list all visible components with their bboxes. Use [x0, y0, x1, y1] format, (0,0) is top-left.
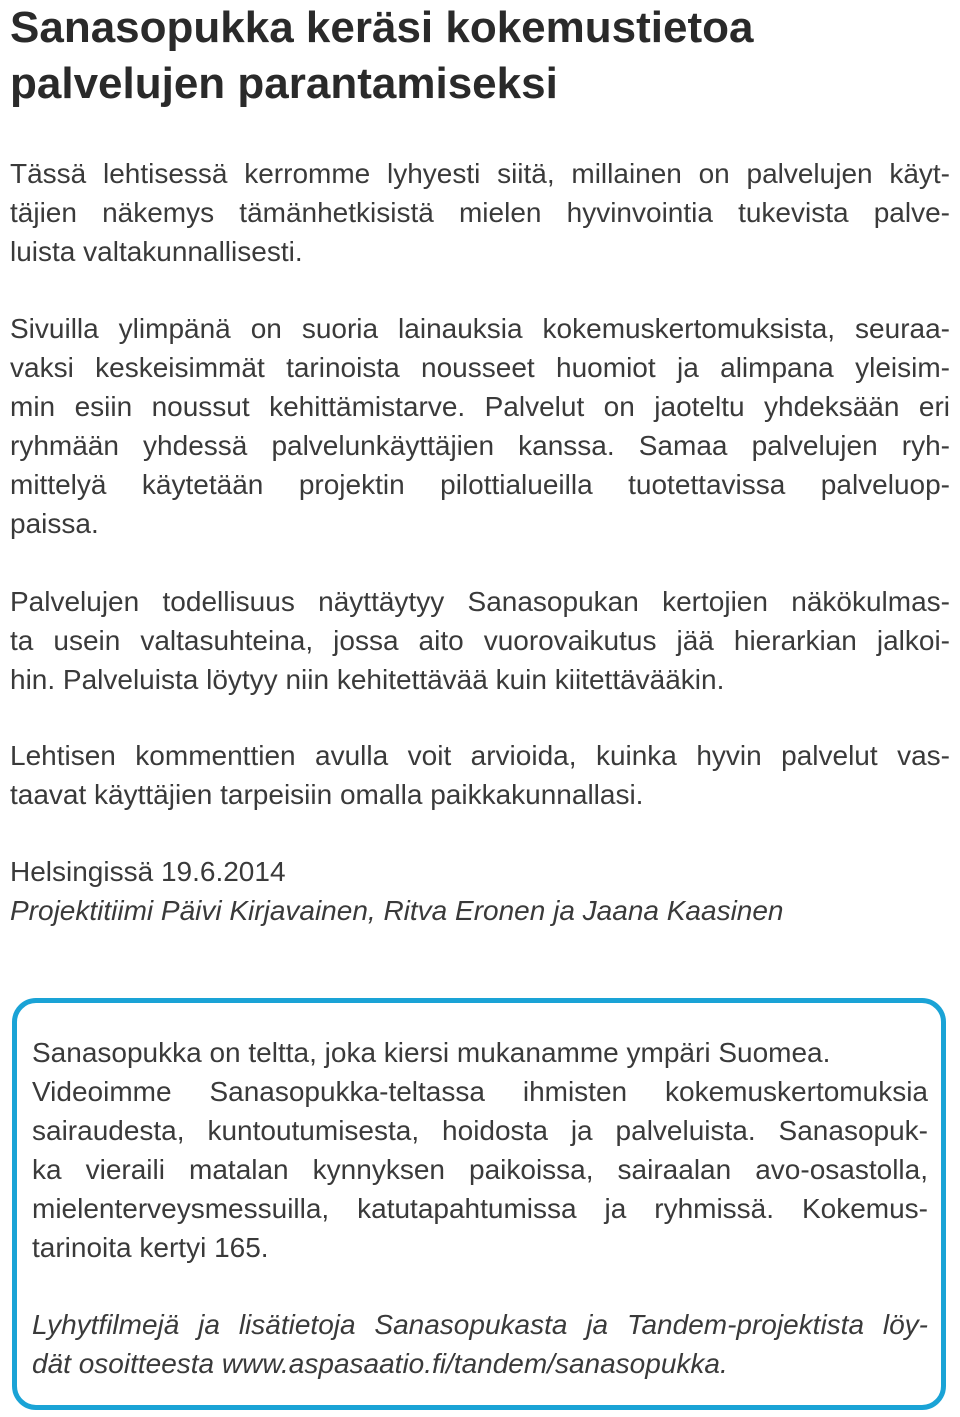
paragraph-line: täjien näkemys tämänhetkisistä mielen hyvinvointia tukevista palve-	[10, 197, 950, 228]
paragraph-line: min esiin noussut kehittämistarve. Palvelut on jaoteltu yhdeksään eri	[10, 391, 950, 422]
info-more-line: Lyhytfilmejä ja lisätietoja Sanasopukasta ja Tandem-projektista löy-	[32, 1309, 928, 1340]
paragraph-line: paissa.	[10, 508, 99, 539]
paragraph-line: hin. Palveluista löytyy niin kehitettävää kuin kiitettävääkin.	[10, 664, 725, 695]
paragraph-line: taavat käyttäjien tarpeisiin omalla paikkakunnallasi.	[10, 779, 644, 810]
info-more-line: dät osoitteesta www.aspasaatio.fi/tandem/sanasopukka.	[32, 1348, 728, 1379]
paragraph-line: luista valtakunnallisesti.	[10, 236, 303, 267]
info-box-more-info	[32, 1305, 928, 1383]
reality-paragraph	[10, 582, 950, 699]
paragraph-line: mittelyä käytetään projektin pilottialueilla tuotettavissa palveluop-	[10, 469, 950, 500]
info-line: Videoimme Sanasopukka-teltassa ihmisten kokemuskertomuksia	[32, 1076, 928, 1107]
title-line-1: Sanasopukka keräsi kokemustietoa	[10, 3, 754, 52]
title-line-2: palvelujen parantamiseksi	[10, 59, 558, 108]
paragraph-line: vaksi keskeisimmät tarinoista nousseet huomiot ja alimpana yleisim-	[10, 352, 950, 383]
paragraph-line: Palvelujen todellisuus näyttäytyy Sanasopukan kertojien näkökulmas-	[10, 586, 950, 617]
page-title	[10, 0, 950, 112]
structure-paragraph	[10, 309, 950, 543]
signature-team: Projektitiimi Päivi Kirjavainen, Ritva Eronen ja Jaana Kaasinen	[10, 895, 784, 926]
info-line: Sanasopukka on teltta, joka kiersi mukanamme ympäri Suomea.	[32, 1037, 831, 1068]
paragraph-line: ryhmään yhdessä palvelunkäyttäjien kanssa. Samaa palvelujen ryh-	[10, 430, 950, 461]
paragraph-line: Sivuilla ylimpänä on suoria lainauksia kokemuskertomuksista, seuraa-	[10, 313, 950, 344]
paragraph-line: ta usein valtasuhteina, jossa aito vuorovaikutus jää hierarkian jalkoi-	[10, 625, 950, 656]
intro-paragraph	[10, 154, 950, 271]
info-line: ka vieraili matalan kynnyksen paikoissa, sairaalan avo-osastolla,	[32, 1154, 928, 1185]
paragraph-line: Tässä lehtisessä kerromme lyhyesti siitä, millainen on palvelujen käyt-	[10, 158, 950, 189]
signature-place-date: Helsingissä 19.6.2014	[10, 856, 286, 887]
info-line: tarinoita kertyi 165.	[32, 1232, 269, 1263]
info-box-paragraph	[32, 1033, 928, 1267]
info-line: mielenterveysmessuilla, katutapahtumissa ja ryhmissä. Kokemus-	[32, 1193, 928, 1224]
evaluation-paragraph	[10, 736, 950, 814]
info-line: sairaudesta, kuntoutumisesta, hoidosta ja palveluista. Sanasopuk-	[32, 1115, 928, 1146]
signature-block	[10, 852, 950, 930]
paragraph-line: Lehtisen kommenttien avulla voit arvioida, kuinka hyvin palvelut vas-	[10, 740, 950, 771]
